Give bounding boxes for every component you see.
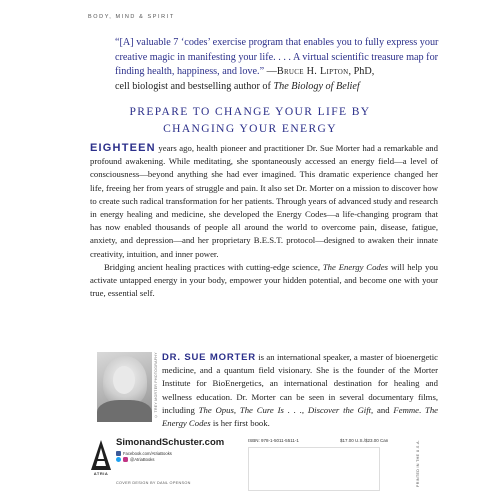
atria-logo-icon: [90, 439, 112, 473]
credential-text: cell biologist and bestselling author of: [115, 80, 274, 92]
endorsement-credential: [115, 80, 450, 95]
isbn: ISBN: 978-1-5011-5511-1: [248, 438, 299, 443]
bio-book-title: The Energy Codes: [162, 404, 439, 429]
publisher-url[interactable]: SimonandSchuster.com: [116, 437, 225, 448]
instagram-icon: [123, 457, 128, 462]
barcode-area: [248, 447, 380, 491]
bio-separator: ,: [233, 404, 240, 415]
photo-credit: © TREY MORTER PHOTOGRAPHY: [154, 352, 158, 418]
paragraph-2-text-b: will help you activate untapped energy in your body, empower your hidden potential, and become one with your true, essential self.: [90, 261, 439, 299]
facebook-handle: Facebook.com/AtriaBooks: [123, 451, 172, 456]
endorsement-author-suffix: , PhD,: [348, 66, 375, 78]
endorsement-author: Bruce H. Lipton: [276, 66, 349, 78]
description-body: [90, 142, 438, 300]
headline: [50, 104, 450, 138]
author-photo: [97, 352, 152, 422]
social-links: [116, 451, 236, 463]
paragraph-2-text-a: Bridging ancient healing practices with cutting-edge science,: [104, 261, 323, 272]
description-paragraph-1: [90, 142, 438, 261]
endorsement-quote: “[A] valuable 7 ‘codes’ exercise program that enables you to fully express your creative magic in manifesting your life. . . . A virtual scientific treasure map for finding health, happiness, and love.”: [115, 37, 439, 78]
film-title-1: The Opus: [198, 404, 234, 415]
atria-wordmark: ATRIA: [93, 471, 109, 476]
author-name: DR. SUE MORTER: [162, 352, 256, 363]
cover-design-credit: COVER DESIGN BY DANL OPENSON: [116, 481, 191, 485]
bio-separator: ,: [301, 404, 308, 415]
twitter-icon: [116, 457, 121, 462]
paragraph-2-book-title: The Energy Codes: [322, 261, 389, 272]
facebook-icon: [116, 451, 121, 456]
headline-line-2: CHANGING YOUR ENERGY: [163, 123, 337, 135]
price: $17.00 U.S./$23.00 Can: [340, 438, 389, 443]
endorsement-blurb: [115, 36, 450, 94]
social-twitter-instagram[interactable]: [116, 457, 236, 462]
lead-word: EIGHTEEN: [90, 142, 156, 154]
description-paragraph-2: [90, 261, 438, 301]
film-title-2: The Cure Is . . .: [239, 404, 302, 415]
book-back-cover: [50, 0, 450, 500]
bio-separator: , and: [371, 404, 394, 415]
category-label: BODY, MIND & SPIRIT: [88, 14, 175, 20]
bio-separator: .: [418, 404, 425, 415]
bio-text-b: is her first book.: [210, 418, 270, 429]
social-facebook[interactable]: [116, 451, 236, 456]
credential-book-title: The Biology of Belief: [273, 80, 360, 92]
film-title-3: Discover the Gift: [307, 404, 372, 415]
bio-text-a: is an international speaker, a master of bioenergetic medicine, and a quantum field visionary. She is the founder of the Morter Institute for BioEnergetics, an international destination for healing and wellness education. Dr. Morter can be seen in several documentary films, including: [162, 352, 438, 415]
headline-line-1: PREPARE TO CHANGE YOUR LIFE BY: [129, 106, 371, 118]
printed-in: PRINTED IN THE U.S.A.: [416, 439, 420, 487]
social-handle: @AtriaBooks: [130, 457, 155, 462]
author-bio: [162, 351, 438, 430]
endorsement-dash: —: [264, 66, 277, 78]
paragraph-1-text: years ago, health pioneer and practitioner Dr. Sue Morter had a remarkable and profound awakening. While meditating, she spontaneously accessed an energy field—a level of consciousness—beyond anything she had ever imagined. This dramatic experience changed her life, freeing her from years of struggle and pain. It also set Dr. Morter on a mission to discover how to create such radical transformation for her patients. Through years of advanced study and research in energy healing and medicine, she developed the Energy Codes—a life-changing program that has now enabled thousands of people all around the world to overcome pain, disease, fatigue, anxiety, and depression—and her proprietary B.E.S.T. protocol—designed to awaken their innate creativity, intuition, and inner power.: [90, 143, 438, 259]
film-title-4: Femme: [393, 404, 419, 415]
footer: [50, 435, 450, 500]
